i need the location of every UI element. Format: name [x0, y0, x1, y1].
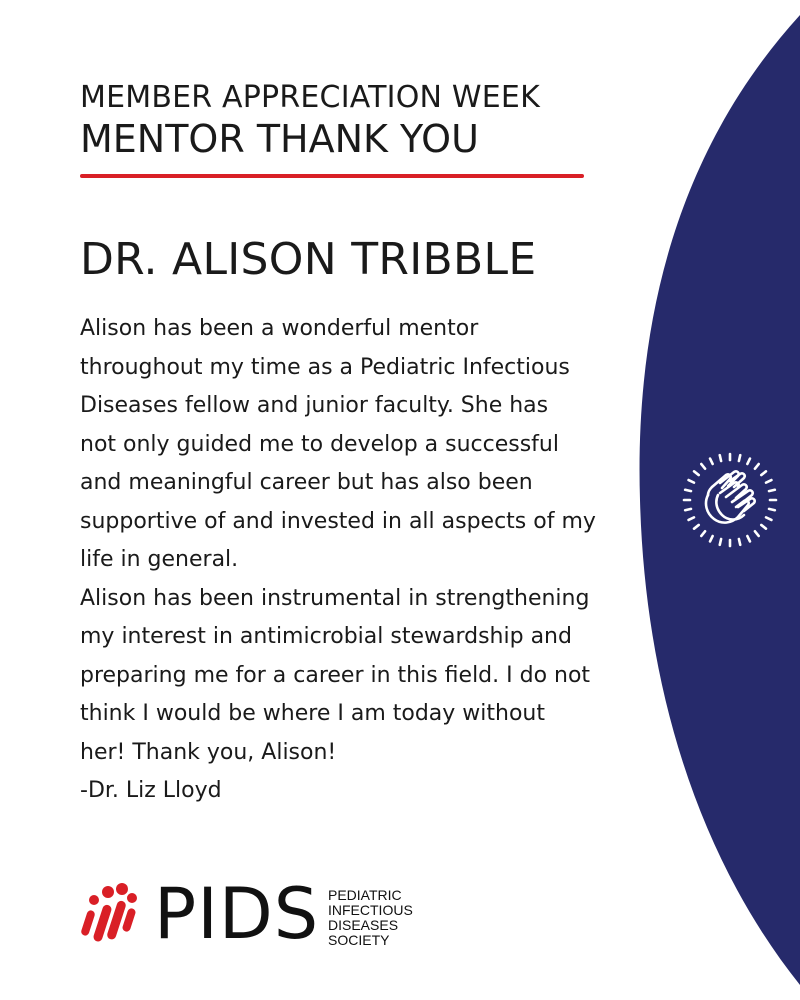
pids-subtitle-line: SOCIETY — [328, 932, 390, 948]
clap-ray — [755, 531, 759, 536]
pids-subtitle — [328, 888, 413, 948]
clap-ray — [766, 480, 771, 483]
honoree-name: DR. ALISON TRIBBLE — [80, 234, 537, 285]
clap-ray — [761, 525, 766, 529]
message-line: supportive of and invested in all aspects of my — [80, 508, 596, 534]
message-line: life in general. — [80, 547, 239, 572]
kicker-text: MEMBER APPRECIATION WEEK — [80, 80, 540, 115]
clap-ray — [739, 539, 740, 545]
clap-ray — [689, 517, 694, 520]
clap-ray — [710, 536, 713, 541]
clap-ray — [769, 509, 775, 510]
pids-logo — [80, 873, 440, 960]
message-line: and meaningful career but has also been — [80, 470, 533, 495]
pids-subtitle-line: DISEASES — [328, 917, 399, 933]
message-line: preparing me for a career in this field. I do not — [80, 662, 591, 688]
message-line: throughout my time as a Pediatric Infectious — [80, 354, 570, 380]
header — [80, 80, 540, 162]
clap-ray — [747, 536, 750, 541]
message-line: Alison has been a wonderful mentor — [80, 316, 479, 341]
clap-ray — [685, 490, 691, 491]
message-line: not only guided me to develop a successful — [80, 431, 559, 457]
clap-ray — [694, 525, 699, 529]
clap-ray — [769, 490, 775, 491]
red-divider — [80, 174, 584, 178]
message-line: Alison has been instrumental in strengthening — [80, 585, 590, 611]
pids-wordmark: PIDS — [154, 873, 320, 955]
clap-ray — [685, 509, 691, 510]
clap-ray — [689, 480, 694, 483]
clap-ray — [694, 471, 699, 475]
clap-ray — [701, 464, 705, 469]
message-line: my interest in antimicrobial stewardship and — [80, 624, 572, 649]
clap-ray — [755, 464, 759, 469]
clap-ray — [747, 459, 750, 464]
clap-ray — [766, 517, 771, 520]
message-line: Diseases fellow and junior faculty. She has — [80, 393, 549, 418]
clap-ray — [761, 471, 766, 475]
clap-ray — [701, 531, 705, 536]
message-line: think I would be where I am today without — [80, 701, 545, 726]
pids-subtitle-line: INFECTIOUS — [328, 902, 413, 918]
page-title: MENTOR THANK YOU — [80, 117, 479, 161]
clap-ray — [720, 539, 721, 545]
pids-subtitle-line: PEDIATRIC — [328, 887, 402, 903]
clap-ray — [739, 455, 740, 461]
message-signature: -Dr. Liz Lloyd — [80, 778, 222, 803]
pids-logo-mark-icon — [80, 880, 142, 950]
message-line: her! Thank you, Alison! — [80, 739, 337, 765]
clap-ray — [720, 455, 721, 461]
clap-ray — [710, 459, 713, 464]
thank-you-message — [80, 310, 640, 811]
clapping-hands-icon — [682, 445, 778, 555]
